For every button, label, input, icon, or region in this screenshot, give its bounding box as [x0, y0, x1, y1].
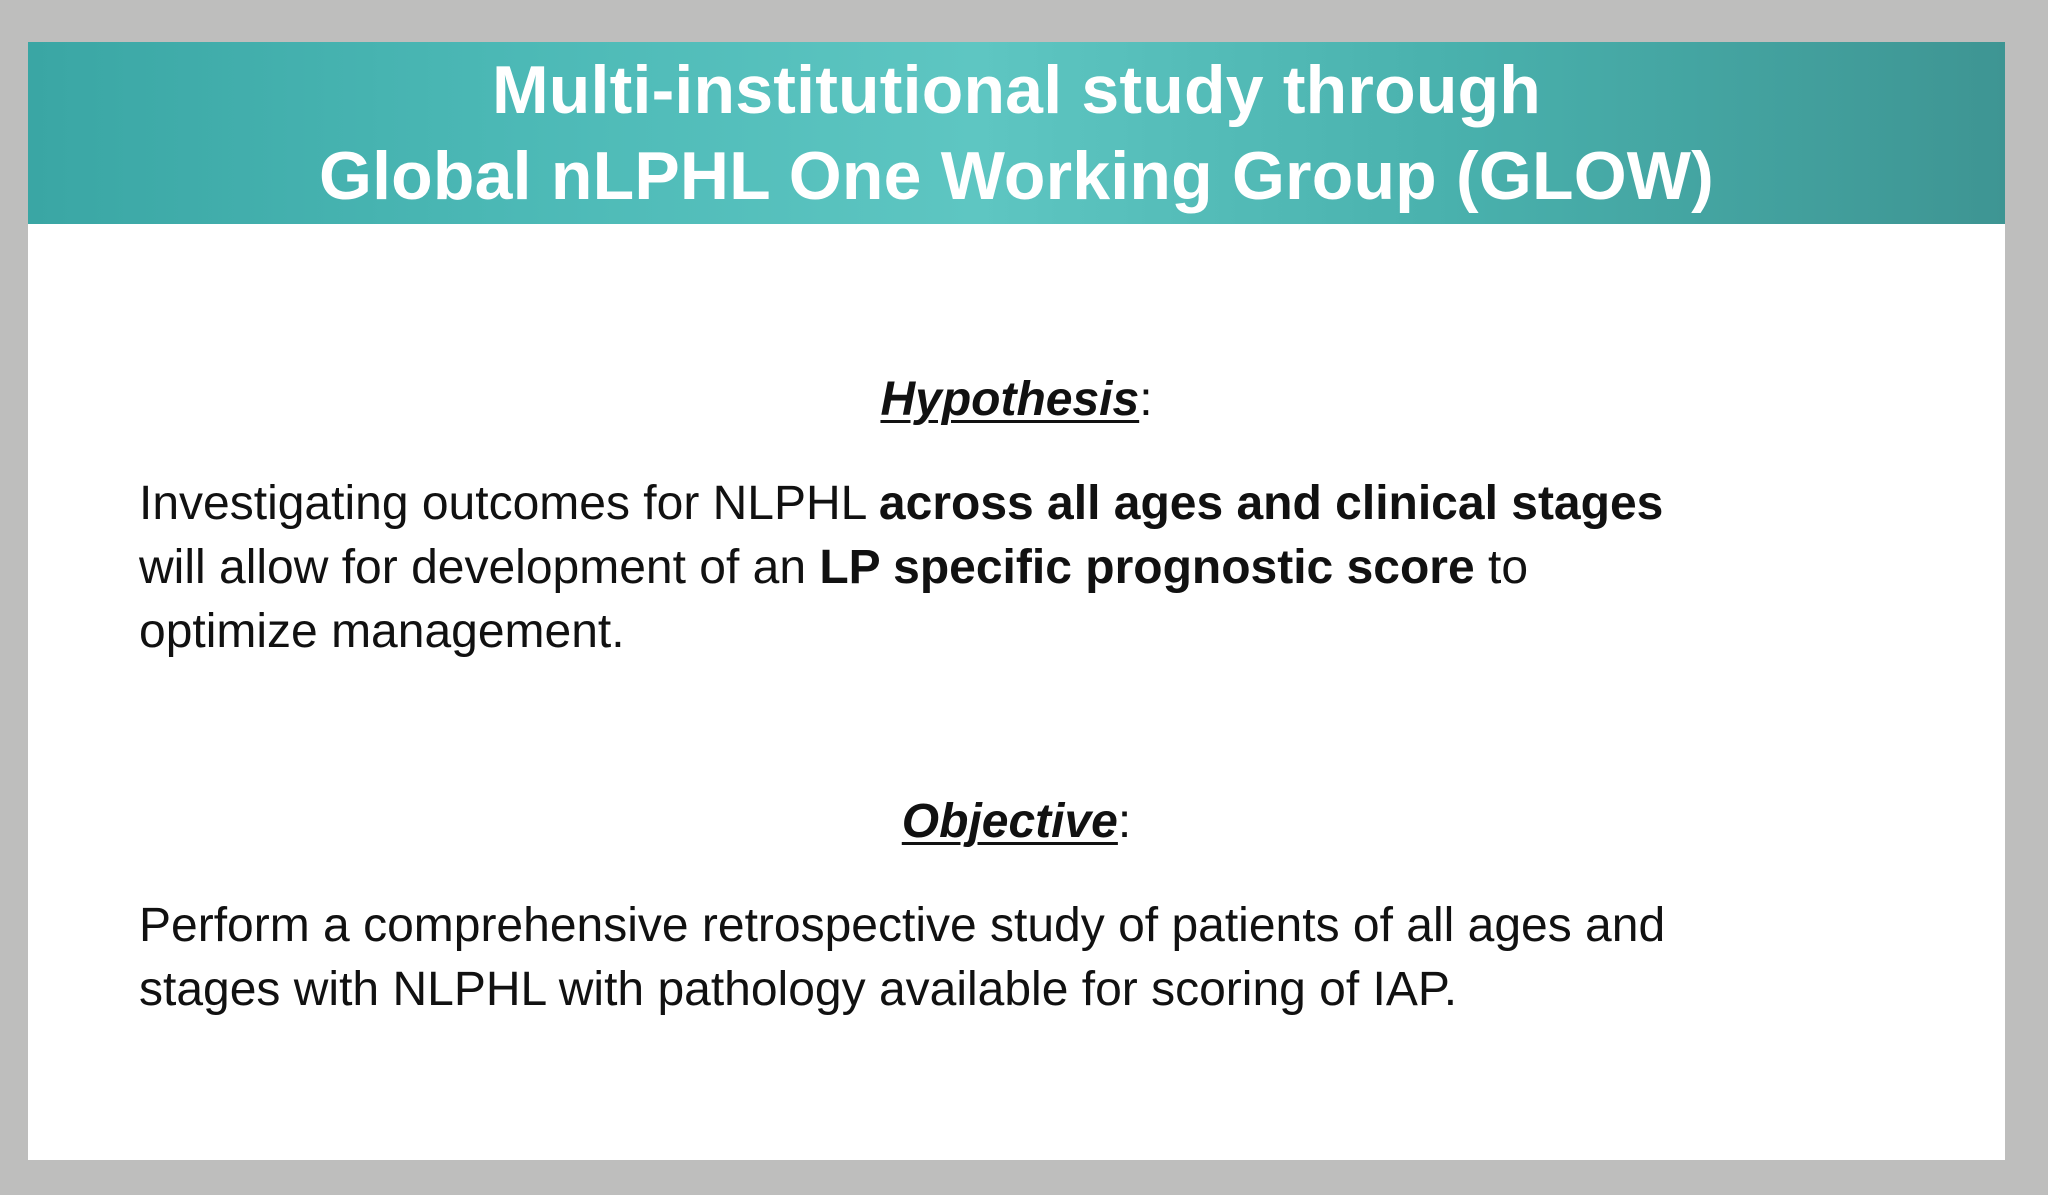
- slide: [28, 42, 2005, 1160]
- hypothesis-line-1-plain: Investigating outcomes for NLPHL: [139, 477, 879, 530]
- hypothesis-line-2: [139, 536, 1919, 600]
- slide-title-line-1: Multi-institutional study through: [491, 52, 1542, 128]
- hypothesis-line-2-bold: LP specific prognostic score: [819, 541, 1475, 594]
- hypothesis-text: [139, 472, 1919, 664]
- objective-heading-label: Objective: [901, 795, 1118, 848]
- hypothesis-line-2-tail: to: [1474, 541, 1529, 594]
- hypothesis-line-2-plain: will allow for development of an: [139, 541, 820, 594]
- hypothesis-heading: [28, 370, 2005, 430]
- slide-title-bar: [28, 42, 2005, 224]
- hypothesis-line-3: optimize management.: [139, 605, 625, 658]
- objective-heading: [28, 792, 2005, 852]
- objective-heading-colon: :: [1117, 795, 1132, 848]
- objective-text: [139, 894, 1919, 1022]
- hypothesis-heading-label: Hypothesis: [880, 373, 1140, 426]
- objective-line-1: Perform a comprehensive retrospective study of patients of all ages and: [139, 899, 1666, 952]
- slide-title-line-2: Global nLPHL One Working Group (GLOW): [318, 138, 1715, 214]
- hypothesis-line-1-bold: across all ages and clinical stages: [878, 477, 1664, 530]
- hypothesis-heading-colon: :: [1139, 373, 1153, 426]
- hypothesis-line-1: [139, 472, 1919, 536]
- objective-line-2: stages with NLPHL with pathology available for scoring of IAP.: [139, 963, 1458, 1016]
